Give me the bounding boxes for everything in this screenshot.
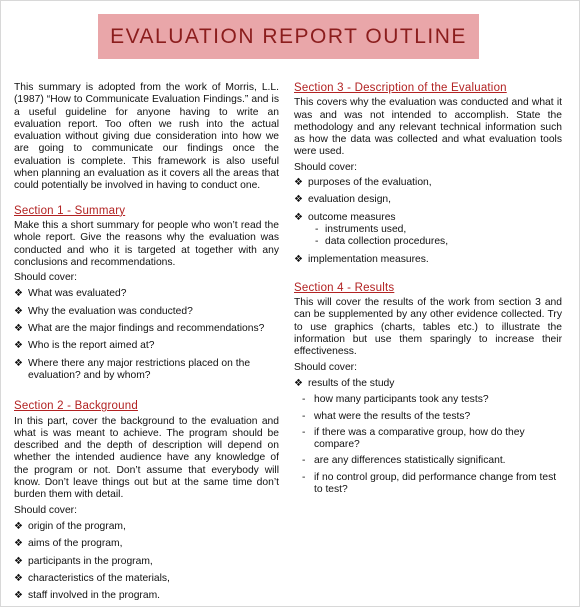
section-2-list bbox=[14, 521, 279, 602]
section-4-body: This will cover the results of the work from section 3 and can be supplemented by any other evidence collected. Try to use graphics (charts, tables etc.) to illustrate the information but use them sparingly to increase their effectiveness. bbox=[294, 297, 562, 358]
list-item: ❖ origin of the program, bbox=[14, 520, 126, 532]
section-4-list bbox=[294, 378, 562, 496]
sub-list-item: - how many participants took any tests? bbox=[302, 394, 489, 406]
section-2-heading: Section 2 - Background bbox=[14, 400, 138, 413]
section-3-should-cover: Should cover: bbox=[294, 161, 357, 173]
intro-paragraph: This summary is adopted from the work of Morris, L.L. (1987) “How to Communicate Evaluation Findings.” and is a useful guideline for anyone having to write an evaluation report. Too often we rush into the actual evaluation without giving due consideration into how we are going to communicate our findings once the evaluation is complete. This framework is also useful when planning an evaluation as it covers all the areas that could potentially be involved in having to conduct one. bbox=[14, 82, 279, 192]
list-item: ❖ evaluation design, bbox=[294, 194, 392, 206]
list-item: ❖ Who is the report aimed at? bbox=[14, 340, 155, 352]
diamond-bullet-icon: ❖ bbox=[294, 253, 303, 265]
page-title: EVALUATION REPORT OUTLINE bbox=[110, 24, 467, 48]
diamond-bullet-icon: ❖ bbox=[14, 538, 23, 550]
title-banner bbox=[98, 14, 479, 59]
sub-list-item: - instruments used, bbox=[315, 223, 407, 235]
section-1-list bbox=[14, 288, 279, 382]
sub-list-item: - are any differences statistically significant. bbox=[302, 455, 506, 467]
list-item: ❖ purposes of the evaluation, bbox=[294, 177, 432, 189]
section-2-should-cover: Should cover: bbox=[14, 504, 77, 516]
diamond-bullet-icon: ❖ bbox=[14, 590, 23, 602]
section-4-should-cover: Should cover: bbox=[294, 361, 357, 373]
list-item: ❖ implementation measures. bbox=[294, 253, 429, 265]
sub-list-item: - what were the results of the tests? bbox=[302, 410, 471, 422]
section-1-body: Make this a short summary for people who won’t read the whole report. Give the reasons why the evaluation was conducted and who it is targeted at together with any conclusions and recommendations. bbox=[14, 219, 279, 268]
sub-list-item: - data collection procedures, bbox=[315, 236, 449, 248]
diamond-bullet-icon: ❖ bbox=[294, 377, 303, 389]
sub-list-item: - if there was a comparative group, how do they compare? bbox=[302, 426, 525, 451]
diamond-bullet-icon: ❖ bbox=[294, 211, 303, 223]
list-item: ❖ results of the study bbox=[294, 377, 395, 389]
list-item: ❖ staff involved in the program. bbox=[14, 590, 161, 602]
section-4-heading: Section 4 - Results bbox=[294, 281, 395, 294]
diamond-bullet-icon: ❖ bbox=[14, 357, 23, 369]
section-3-body: This covers why the evaluation was conducted and what it was and was not intended to accomplish. State the methodology and any relevant technical information such as how the data was collected and what evaluation tools were used. bbox=[294, 97, 562, 158]
diamond-bullet-icon: ❖ bbox=[14, 520, 23, 532]
diamond-bullet-icon: ❖ bbox=[14, 572, 23, 584]
section-3-heading: Section 3 - Description of the Evaluation bbox=[294, 82, 507, 94]
list-item: ❖ aims of the program, bbox=[14, 538, 123, 550]
diamond-bullet-icon: ❖ bbox=[14, 305, 23, 317]
diamond-bullet-icon: ❖ bbox=[14, 340, 23, 352]
list-item: ❖ characteristics of the materials, bbox=[14, 572, 170, 584]
section-2-body: In this part, cover the background to the evaluation and what is was meant to achieve. The program should be described and the depth of description will depend on whether the intended audience have any knowledge of the program or not. Don’t assume that everybody will know. Don’t leave things out but at the same time don’t burden them with detail. bbox=[14, 415, 279, 501]
section-3-list bbox=[294, 177, 562, 266]
diamond-bullet-icon: ❖ bbox=[294, 177, 303, 189]
section-1-should-cover: Should cover: bbox=[14, 272, 77, 284]
diamond-bullet-icon: ❖ bbox=[294, 194, 303, 206]
sub-list-item: - if no control group, did performance change from test to test? bbox=[302, 471, 557, 496]
right-column bbox=[294, 82, 562, 496]
diamond-bullet-icon: ❖ bbox=[14, 323, 23, 335]
list-item: ❖ Where there any major restrictions placed on the evaluation? and by whom? bbox=[14, 357, 251, 381]
list-item: ❖ What was evaluated? bbox=[14, 288, 127, 300]
list-item: ❖ What are the major findings and recommendations? bbox=[14, 323, 265, 335]
left-column bbox=[14, 82, 279, 602]
section-1-heading: Section 1 - Summary bbox=[14, 204, 126, 217]
list-item: ❖ participants in the program, bbox=[14, 555, 153, 567]
list-item: ❖ outcome measures bbox=[294, 211, 396, 223]
list-item: ❖ Why the evaluation was conducted? bbox=[14, 305, 193, 317]
diamond-bullet-icon: ❖ bbox=[14, 288, 23, 300]
diamond-bullet-icon: ❖ bbox=[14, 555, 23, 567]
